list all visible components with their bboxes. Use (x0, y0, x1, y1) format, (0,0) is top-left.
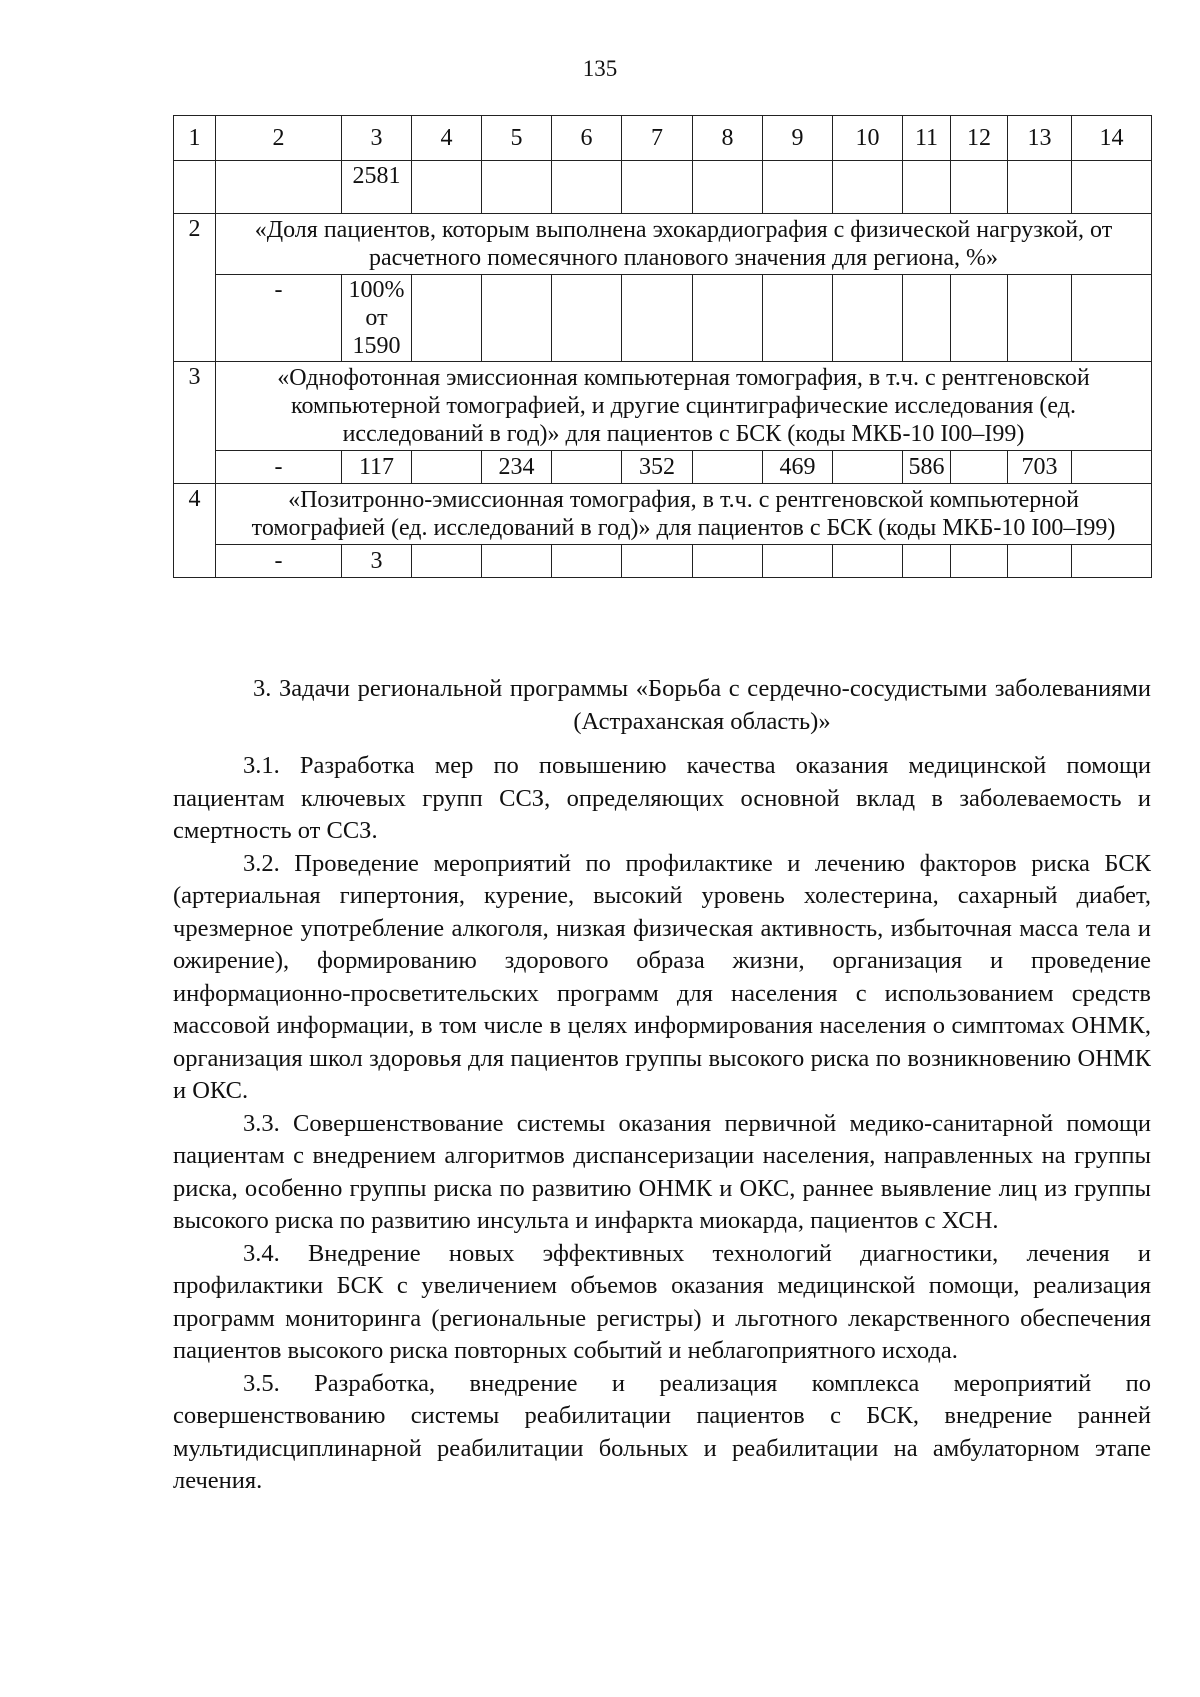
paragraph: 3.3. Совершенствование системы оказания первичной медико-санитарной помощи пациентам с внедрением алгоритмов диспансеризации населения, направленных на группы риска, особенно группы риска по развитию ОНМК и ОКС, раннее выявление лиц из группы высокого риска по развитию инсульта и инфаркта миокарда, пациентов с ХСН. (173, 1109, 1151, 1234)
table-header-row (174, 116, 1152, 161)
table-row (174, 362, 1152, 451)
table-cell: 100% от 1590 (342, 275, 412, 362)
header-cell: 4 (412, 116, 482, 161)
document-body (173, 673, 1151, 1498)
page-number: 135 (582, 56, 618, 81)
table-cell: 3 (342, 545, 412, 578)
table-cell: 703 (1008, 451, 1072, 484)
paragraph: 3.4. Внедрение новых эффективных технологий диагностики, лечения и профилактики БСК с увеличением объемов оказания медицинской помощи, реализация программ мониторинга (региональные регистры) и льготного лекарственного обеспечения пациентов высокого риска повторных событий и неблагоприятного исхода. (173, 1239, 1151, 1364)
indicator-description: «Позитронно-эмиссионная томография, в т.ч. с рентгеновской компьютерной томографией (ед. исследований в год)» для пациентов с БСК (коды МКБ-10 I00–I99) (216, 484, 1152, 545)
header-cell: 10 (833, 116, 903, 161)
table-row (174, 161, 1152, 214)
header-cell: 6 (552, 116, 622, 161)
row-index: 2 (174, 214, 216, 362)
paragraph: 3.2. Проведение мероприятий по профилактике и лечению факторов риска БСК (артериальная гипертония, курение, высокий уровень холестерина, сахарный диабет, чрезмерное употребление алкоголя, низкая физическая активность, избыточная масса тела и ожирение), формированию здорового образа жизни, организация и проведение информационно-просветительских программ для населения с использованием средств массовой информации, в том числе в целях информирования населения о симптомах ОНМК, организация школ здоровья для пациентов группы высокого риска по возникновению ОНМК и ОКС. (173, 849, 1151, 1104)
header-cell: 3 (342, 116, 412, 161)
header-cell: 14 (1072, 116, 1152, 161)
header-cell: 8 (693, 116, 763, 161)
indicators-table (173, 115, 1152, 578)
table-row (174, 451, 1152, 484)
table-cell: - (216, 451, 342, 484)
table-row (174, 214, 1152, 275)
section-heading: 3. Задачи региональной программы «Борьба с сердечно-сосудистыми заболеваниями (Астраханская область)» (253, 675, 1151, 735)
indicator-description: «Доля пациентов, которым выполнена эхокардиография с физической нагрузкой, от расчетного помесячного планового значения для региона, %» (216, 214, 1152, 275)
header-cell: 9 (763, 116, 833, 161)
table-cell: 117 (342, 451, 412, 484)
table-cell: - (216, 545, 342, 578)
header-cell: 13 (1008, 116, 1072, 161)
header-cell: 2 (216, 116, 342, 161)
table-cell: - (216, 275, 342, 362)
table-cell: 2581 (342, 161, 412, 214)
row-index: 4 (174, 484, 216, 578)
table-row (174, 275, 1152, 362)
table-row (174, 484, 1152, 545)
header-cell: 11 (903, 116, 951, 161)
table-cell: 234 (482, 451, 552, 484)
table-cell: 469 (763, 451, 833, 484)
table-row (174, 545, 1152, 578)
indicator-description: «Однофотонная эмиссионная компьютерная томография, в т.ч. с рентгеновской компьютерной томографией, и другие сцинтиграфические исследования (ед. исследований в год)» для пациентов с БСК (коды МКБ-10 I00–I99) (216, 362, 1152, 451)
paragraph: 3.1. Разработка мер по повышению качества оказания медицинской помощи пациентам ключевых групп ССЗ, определяющих основной вклад в заболеваемость и смертность от ССЗ. (173, 752, 1151, 844)
header-cell: 7 (622, 116, 693, 161)
header-cell: 12 (951, 116, 1008, 161)
table-cell: 586 (903, 451, 951, 484)
paragraph: 3.5. Разработка, внедрение и реализация комплекса мероприятий по совершенствованию системы реабилитации пациентов с БСК, внедрение ранней мультидисциплинарной реабилитации больных и реабилитации на амбулаторном этапе лечения. (173, 1369, 1151, 1494)
table-cell: 352 (622, 451, 693, 484)
header-cell: 1 (174, 116, 216, 161)
header-cell: 5 (482, 116, 552, 161)
row-index: 3 (174, 362, 216, 484)
